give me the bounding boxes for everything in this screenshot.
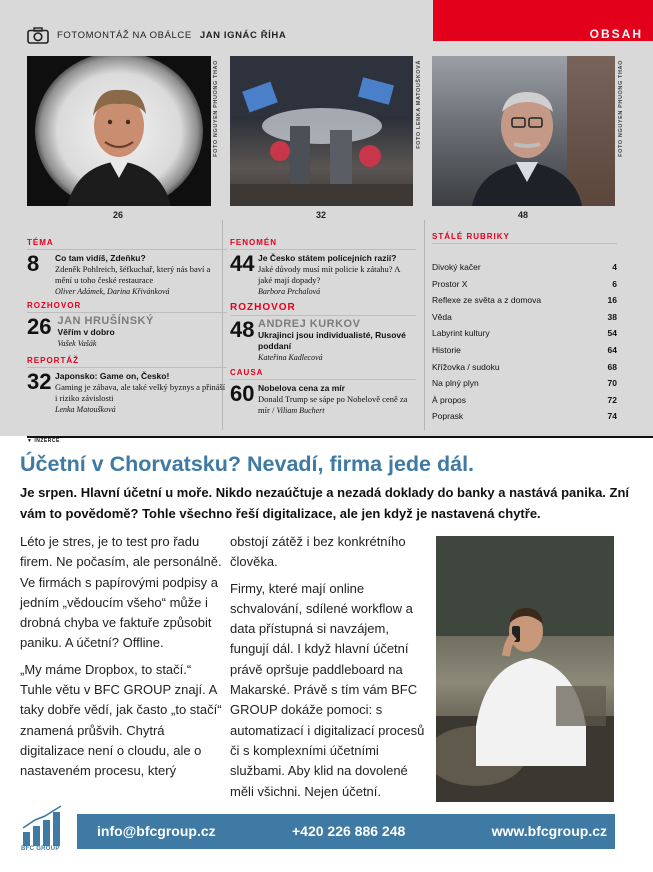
article-author: Viliam Buchert [276,406,325,415]
ad-headline: Účetní v Chorvatsku? Nevadí, firma jede dál. [20,452,475,476]
article-desc: Gaming je zábava, ale také velký byznys a přináší i riziko závislosti [55,382,226,403]
list-item-page: 54 [607,328,617,339]
list-item-label: Divoký kačer [432,262,481,272]
toc-entry-rozhovor[interactable] [27,301,227,349]
list-item-page: 38 [607,311,617,322]
category-label: STÁLÉ RUBRIKY [432,232,617,244]
toc-entry-causa[interactable]: CAUSA 60 Nobelova cena za mír Donald Trump se sápe po Nobelově ceně za mír / Viliam Buchert [230,368,416,416]
list-item-page: 70 [607,378,617,389]
page-number: 8 [27,251,40,276]
toc-entry-tema[interactable] [27,238,227,297]
category-label: TÉMA [27,238,227,250]
page-number: 44 [230,251,255,276]
photo-credit-2: FOTO LENKA MATOUŠKOVÁ [416,60,422,149]
ad-paragraph: Firmy, které mají online schvalování, sdílené workflow a data přístupná si navzájem, fungují dál. I když hlavní účetní právě opršuje paddleboard na Makarské. Právě s tím vám BFC GROUP dokáže pomoci: s automatizací i digitalizací procesů či s komplexními účetními službami. Aby klid na dovolené měli všichni. Nejen účetní. [230,580,425,799]
photo-writer[interactable] [432,56,615,206]
ad-subheadline: Je srpen. Hlavní účetní u moře. Nikdo nezaúčtuje a nezadá doklady do banky a nastává panika. Zní vám to povědomě? Tohle všechno řeší digitalizace, ale jen když je nastavená chytře. [20,485,630,521]
cover-credit [27,27,286,44]
man-on-phone-icon [436,536,614,802]
photo-page-2: 32 [316,210,327,220]
category-label: CAUSA [230,368,416,380]
list-item-label: Věda [432,311,452,322]
email-link[interactable]: info@bfcgroup.cz [97,823,216,839]
photo-credit-1: FOTO NGUYEN PHUONG THAO [213,60,219,157]
list-item-label: Labyrint kultury [432,328,490,339]
list-item-page: 6 [612,278,617,289]
list-item-page: 68 [607,361,617,372]
article-author: Lenka Matoušková [55,405,116,414]
list-item-label: Historie [432,344,461,355]
photo-chef[interactable] [27,56,211,206]
camera-icon [27,27,49,44]
article-desc: Donald Trump se sápe po Nobelově ceně za mír [258,394,408,415]
ad-paragraph: „My máme Dropbox, to stačí.“ Tuhle větu v BFC GROUP znají. A taky dobře vědí, jak často „to stačí“ znamená průšvih. Chytrá digitalizace není o cloudu, ale o nastaveném procesu, který [20,661,222,779]
ad-paragraph: Léto je stres, je to test pro řadu firem. Ne počasím, ale personálně. Ve firmách s papírovými podpisy a jedním „vědoucím všeho“ může i drobná chyba ve faktuře způsobit paniku. A účetní? Offline. [20,534,222,651]
article-author: Oliver Adámek, Darina Křivánková [55,287,170,296]
ad-column-2 [230,532,430,808]
article-title: Japonsko: Game on, Česko! [55,371,170,381]
toc-entry-reportaz[interactable] [27,356,227,415]
ad-photo [436,536,614,802]
writer-portrait-icon [432,56,615,206]
list-item[interactable] [432,345,617,362]
article-author: Barbora Prchalová [258,287,321,296]
list-item-page: 64 [607,344,617,355]
regular-sections [432,232,617,428]
ad-paragraph: obstojí zátěž i bez konkrétního člověka. [230,534,406,570]
page-number: 32 [27,369,52,394]
ad-column-1 [20,532,225,788]
list-item[interactable] [432,328,617,345]
article-desc: Zdeněk Pohlreich, šéfkuchař, který nás baví a mění u toho české restaurace [55,264,211,285]
category-label: REPORTÁŽ [27,356,227,368]
credit-label: FOTOMONTÁŽ NA OBÁLCE [57,30,192,41]
list-item[interactable] [432,411,617,428]
chef-portrait-icon [27,56,211,206]
photo-credit-3: FOTO NGUYEN PHUONG THAO [618,60,624,157]
article-title: Je Česko státem policejních razií? [258,253,397,263]
page-number: 26 [27,314,52,339]
toc-entry-rozhovor-2[interactable] [230,302,416,363]
category-label: ROZHOVOR [230,302,416,316]
list-item-label: Reflexe ze světa a z domova [432,295,542,306]
phone-link[interactable]: +420 226 886 248 [292,823,406,839]
credit-name: JAN IGNÁC ŘÍHA [199,30,287,41]
article-title: Nobelova cena za mír [258,383,345,393]
web-link[interactable]: www.bfcgroup.cz [491,823,607,839]
list-item-page: 16 [607,295,617,306]
category-label: ROZHOVOR [27,301,227,313]
list-item[interactable] [432,262,617,279]
list-item[interactable] [432,279,617,296]
page-number: 60 [230,381,255,406]
list-item[interactable] [432,362,617,379]
section-tab [433,0,653,41]
bfc-logo-icon [21,804,67,850]
section-tab-label: OBSAH [589,27,643,41]
article-title: Co tam vidíš, Zdeňku? [55,253,146,263]
list-item[interactable] [432,395,617,412]
list-item[interactable] [432,378,617,395]
toc-entry-fenomen[interactable] [230,238,416,297]
photo-gaming[interactable] [230,56,413,206]
article-title: Věřím v dobro [57,327,115,337]
page-number: 48 [230,317,255,342]
article-author: Kateřina Kadlecová [258,353,323,362]
logo-text: BFC GROUP [21,846,60,852]
photo-page-3: 48 [518,210,529,220]
contact-bar [77,814,615,849]
photo-page-1: 26 [113,210,124,220]
divider [27,436,653,438]
list-item-page: 74 [607,411,617,422]
category-label: FENOMÉN [230,238,416,250]
advert-label: ▼ INZERCE [27,438,60,444]
list-item-page: 72 [607,394,617,405]
gaming-scene-icon [230,56,413,206]
list-item-label: À propos [432,394,467,405]
article-title: Ukrajinci jsou individualisté, Rusové poddaní [258,330,406,351]
interviewee-name: ANDREJ KURKOV [258,318,361,330]
list-item-label: Prostor X [432,278,468,289]
list-item-page: 4 [612,262,617,272]
article-author: Vašek Vašák [57,339,97,348]
list-item[interactable] [432,312,617,329]
list-item-label: Křížovka / sudoku [432,361,500,372]
interviewee-name: JAN HRUŠÍNSKÝ [57,315,154,327]
column-divider [424,220,425,430]
list-item-label: Na plný plyn [432,378,479,389]
article-desc: Jaké důvody musí mít policie k zátahu? A jaké mají dopady? [258,264,400,285]
list-item-label: Poprask [432,411,464,422]
list-item[interactable] [432,295,617,312]
